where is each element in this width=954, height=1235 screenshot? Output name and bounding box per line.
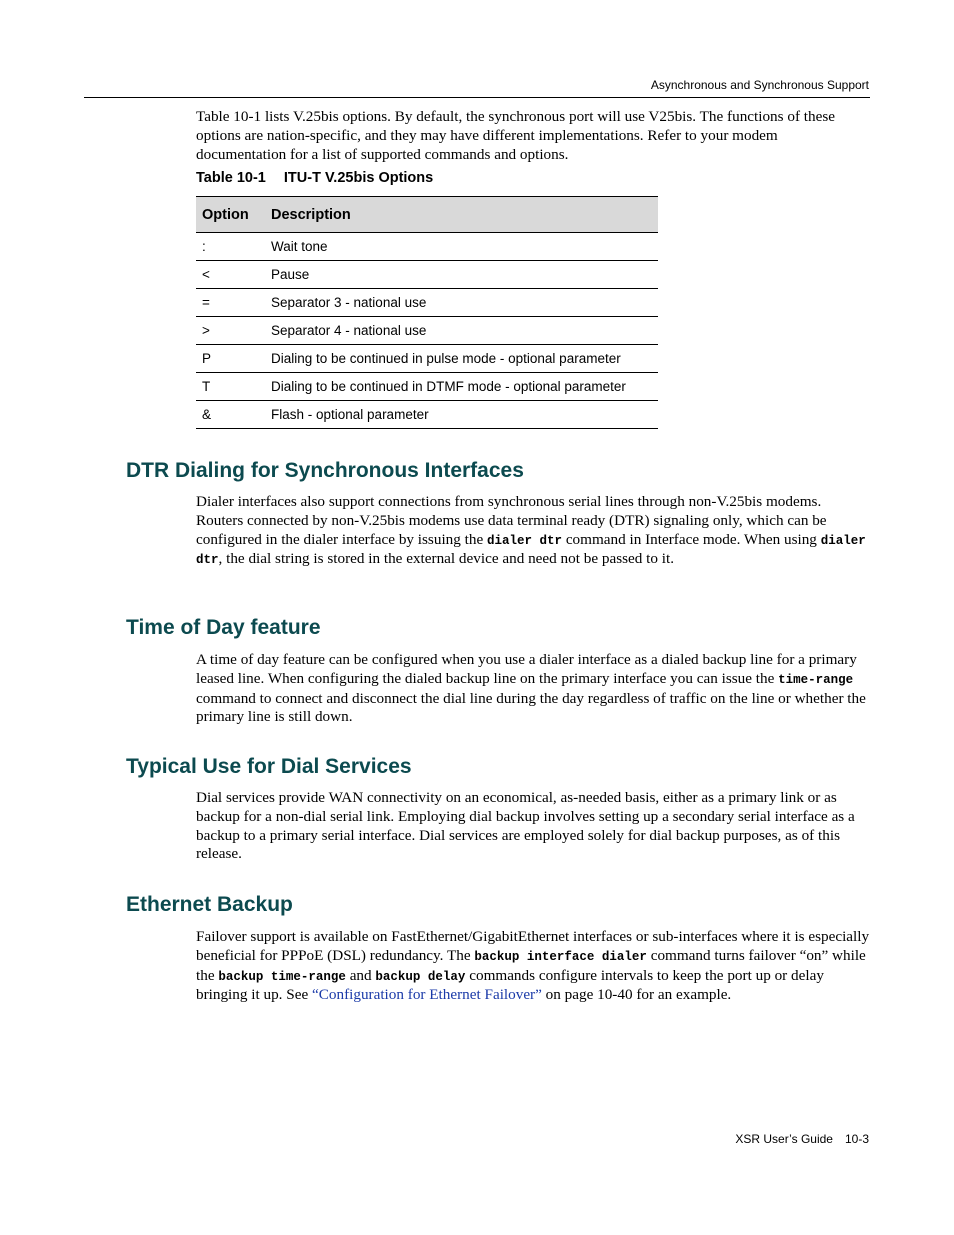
- table-caption: [196, 170, 433, 186]
- tod-section: [196, 651, 870, 727]
- heading-ethernet-backup: Ethernet Backup: [126, 893, 293, 916]
- page-number: 10-3: [844, 1132, 869, 1146]
- text-run: and: [345, 966, 376, 984]
- heading-time-of-day: Time of Day feature: [126, 616, 321, 639]
- description-cell: Separator 3 - national use: [265, 289, 658, 317]
- table-row: [196, 317, 658, 345]
- heading-dial-services: Typical Use for Dial Services: [126, 755, 412, 778]
- option-cell: P: [196, 345, 265, 373]
- command-backup-delay: backup delay: [375, 969, 466, 984]
- eth-paragraph: [196, 928, 870, 1005]
- column-header-description: Description: [265, 197, 658, 233]
- guide-title: XSR User’s Guide: [735, 1132, 833, 1146]
- dial-paragraph: Dial services provide WAN connectivity on an economical, as-needed basis, either as a primary link or as backup for a non-dial serial link. Employing dial backup involves setting up a secondary serial interface as a backup to a primary serial interface. Dial services are employed solely for dial backup purposes, as of this release.: [196, 789, 855, 863]
- table-header-row: [196, 197, 658, 233]
- description-cell: Dialing to be continued in DTMF mode - optional parameter: [265, 373, 658, 401]
- table-number: Table 10-1: [196, 170, 266, 186]
- heading-dtr-dialing: DTR Dialing for Synchronous Interfaces: [126, 459, 524, 482]
- table-row: [196, 401, 658, 429]
- option-cell: >: [196, 317, 265, 345]
- text-run: on page 10-40 for an example.: [541, 986, 732, 1004]
- table-row: [196, 233, 658, 261]
- column-header-option: Option: [196, 197, 265, 233]
- intro-section: [196, 108, 870, 164]
- command-backup-time-range: backup time-range: [218, 969, 346, 984]
- link-ethernet-failover-config[interactable]: “Configuration for Ethernet Failover”: [312, 986, 542, 1004]
- dtr-paragraph: [196, 493, 870, 570]
- text-run: Failover support is available on FastEthernet/GigabitEthernet interfaces or sub-interfaces where it is especially beneficial for PPPoE (DSL) redundancy. The: [196, 928, 870, 964]
- option-cell: &: [196, 401, 265, 429]
- option-cell: =: [196, 289, 265, 317]
- intro-paragraph: Table 10-1 lists V.25bis options. By default, the synchronous port will use V25bis. The functions of these options are nation-specific, and they may have different implementations. Refer to your modem documentation for a list of supported commands and options.: [196, 108, 836, 163]
- description-cell: Flash - optional parameter: [265, 401, 658, 429]
- table-title: ITU-T V.25bis Options: [283, 170, 434, 186]
- option-cell: T: [196, 373, 265, 401]
- running-header: Asynchronous and Synchronous Support: [650, 78, 869, 92]
- text-run: command turns failover “on” while the: [196, 946, 866, 984]
- table-row: [196, 373, 658, 401]
- eth-section: [196, 928, 870, 1005]
- text-run: A time of day feature can be configured when you use a dialer interface as a dialed backup line for a primary leased line. When configuring the dialed backup line on the primary interface you can issue the: [196, 651, 857, 687]
- dtr-section: [196, 493, 870, 570]
- header-rule: [84, 97, 870, 98]
- tod-paragraph: [196, 651, 870, 727]
- table-row: [196, 261, 658, 289]
- text-run: Dialer interfaces also support connections from synchronous serial lines through non-V.25bis modems. Routers connected by non-V.25bis modems use data terminal ready (DTR) signaling only, which can be configured in the dialer interface by issuing the: [196, 493, 827, 548]
- description-cell: Pause: [265, 261, 658, 289]
- text-run: , the dial string is stored in the external device and need not be passed to it.: [218, 550, 675, 568]
- description-cell: Wait tone: [265, 233, 658, 261]
- option-cell: <: [196, 261, 265, 289]
- text-run: command to connect and disconnect the dial line during the day regardless of traffic on the line or whether the primary line is still down.: [196, 689, 866, 726]
- command-dialer-dtr: dialer dtr: [487, 533, 563, 548]
- text-run: command in Interface mode. When using: [562, 530, 821, 548]
- option-cell: :: [196, 233, 265, 261]
- command-dialer-dtr: dialer dtr: [196, 533, 866, 568]
- options-table: [196, 196, 658, 429]
- text-run: commands configure intervals to keep the port up or delay bringing it up. See: [196, 966, 824, 1004]
- description-cell: Separator 4 - national use: [265, 317, 658, 345]
- page-footer: [735, 1132, 869, 1146]
- description-cell: Dialing to be continued in pulse mode - optional parameter: [265, 345, 658, 373]
- command-backup-interface-dialer: backup interface dialer: [474, 949, 647, 964]
- table-row: [196, 289, 658, 317]
- dial-section: [196, 789, 870, 864]
- command-time-range: time-range: [778, 672, 854, 687]
- table-row: [196, 345, 658, 373]
